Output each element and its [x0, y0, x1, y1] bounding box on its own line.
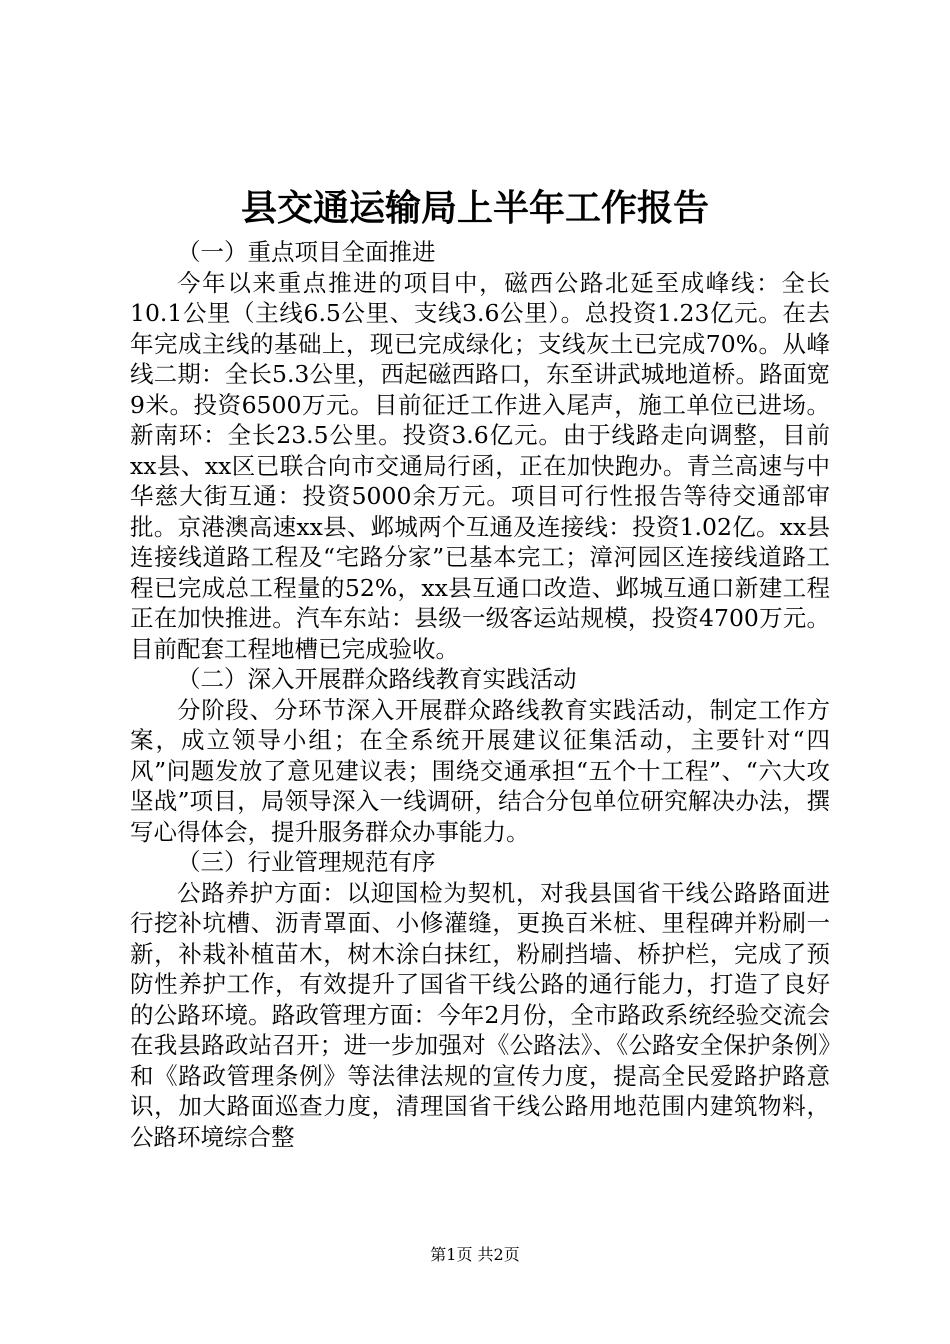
paragraph-3: 公路养护方面：以迎国检为契机，对我县国省干线公路路面进行挖补坑槽、沥青罩面、小修灌缝，更换百米桩、里程碑并粉刷一新，补栽补植苗木，树木涂白抹红，粉刷挡墙、桥护栏，完成了预防性养护工作，有效提升了国省干线公路的通行能力，打造了良好的公路环境。路政管理方面：今年2月份，全市路政系统经验交流会在我县路政站召开；进一步加强对《公路法》、《公路安全保护条例》和《路政管理条例》等法律法规的宣传力度，提高全民爱路护路意识，加大路面巡查力度，清理国省干线公路用地范围内建筑物料，公路环境综合整	[130, 878, 830, 1151]
paragraph-2: 分阶段、分环节深入开展群众路线教育实践活动，制定工作方案，成立领导小组；在全系统开展建议征集活动，主要针对“四风”问题发放了意见建议表；围绕交通承担“五个十工程”、“六大攻坚战”项目，局领导深入一线调研，结合分包单位研究解决办法，撰写心得体会，提升服务群众办事能力。	[130, 695, 830, 846]
page-footer: 第1页 共2页	[430, 1245, 520, 1264]
section-heading-1: （一）重点项目全面推进	[177, 238, 436, 266]
section-heading-2: （二）深入开展群众路线教育实践活动	[177, 665, 577, 693]
document-body	[130, 237, 830, 1152]
document-title: 县交通运输局上半年工作报告	[240, 187, 709, 229]
paragraph-1: 今年以来重点推进的项目中，磁西公路北延至成峰线：全长10.1公里（主线6.5公里、支线3.6公里）。总投资1.23亿元。在去年完成主线的基础上，现已完成绿化；支线灰土已完成70%。从峰线二期：全长5.3公里，西起磁西路口，东至讲武城地道桥。路面宽9米。投资6500万元。目前征迁工作进入尾声，施工单位已进场。新南环：全长23.5公里。投资3.6亿元。由于线路走向调整，目前xx县、xx区已联合向市交通局行函，正在加快跑办。青兰高速与中华慈大街互通：投资5000余万元。项目可行性报告等待交通部审批。京港澳高速xx县、邺城两个互通及连接线：投资1.02亿。xx县连接线道路工程及“宅路分家”已基本完工；漳河园区连接线道路工程已完成总工程量的52%，xx县互通口改造、邺城互通口新建工程正在加快推进。汽车东站：县级一级客运站规模，投资4700万元。目前配套工程地槽已完成验收。	[130, 268, 830, 663]
section-heading-3: （三）行业管理规范有序	[177, 848, 436, 876]
